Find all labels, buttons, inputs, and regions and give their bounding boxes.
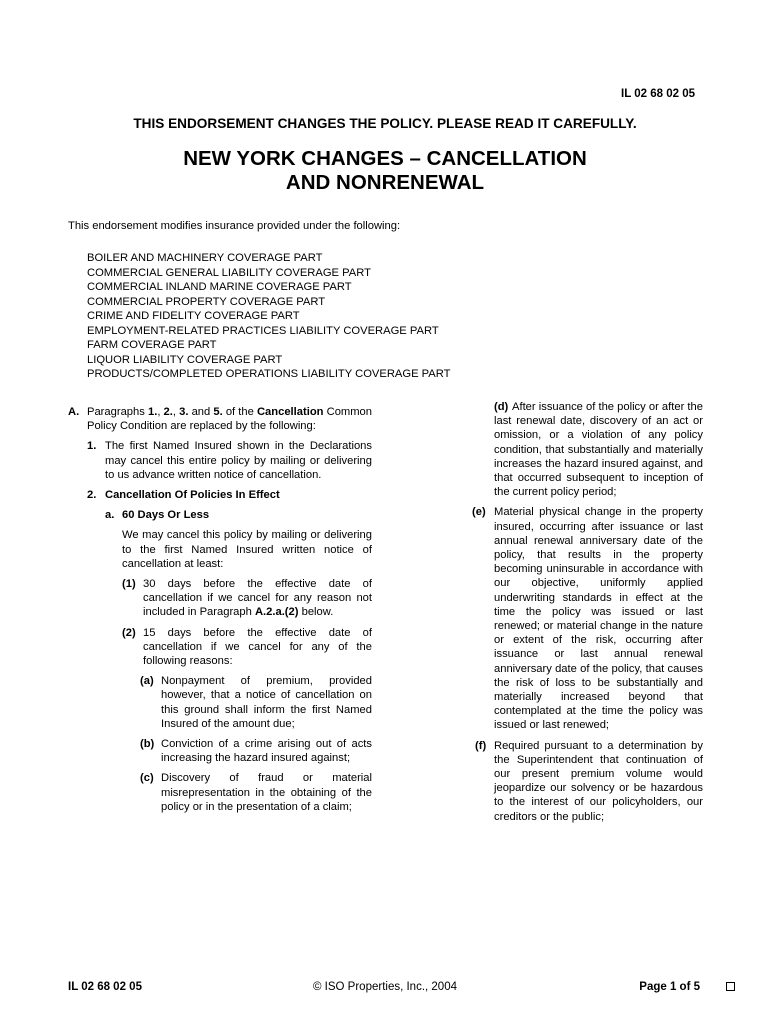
- title-line-2: AND NONRENEWAL: [285, 171, 485, 194]
- left-column: [68, 405, 372, 814]
- coverage-list: [87, 251, 450, 382]
- reason-c-marker: (c): [140, 772, 154, 785]
- document-title: [0, 147, 770, 195]
- condition-1-text-after: below.: [298, 606, 334, 619]
- section-a-text: Paragraphs: [87, 406, 148, 418]
- condition-2: [122, 626, 372, 669]
- reason-f: [472, 739, 703, 824]
- condition-2-marker: (2): [122, 626, 136, 639]
- reason-a-text: Nonpayment of premium, provided however, that a notice of cancellation on this ground shall inform the first Named Insured of the amount due;: [161, 675, 372, 730]
- ref-5: 5.: [213, 406, 223, 418]
- reason-d-marker: (d): [494, 401, 509, 413]
- condition-1-marker: (1): [122, 578, 136, 591]
- reason-d: [472, 400, 703, 499]
- and-text: and: [188, 406, 214, 418]
- reason-a-marker: (a): [140, 675, 154, 688]
- condition-2-text: 15 days before the effective date of cancellation if we cancel for any of the following reasons:: [143, 626, 372, 668]
- of-the-text: of the: [222, 406, 257, 418]
- ref-1: 1.: [147, 406, 158, 418]
- reason-c: [140, 771, 372, 814]
- coverage-item: COMMERCIAL INLAND MARINE COVERAGE PART: [87, 281, 352, 293]
- condition-1-ref: A.2.a.(2): [254, 606, 299, 619]
- reason-f-marker: (f): [475, 739, 487, 752]
- item-2-marker: 2.: [87, 489, 97, 502]
- intro-text: This endorsement modifies insurance provided under the following:: [68, 220, 401, 232]
- reason-e-marker: (e): [472, 506, 486, 519]
- item-2-heading: Cancellation Of Policies In Effect: [105, 489, 280, 502]
- title-line-1: NEW YORK CHANGES – CANCELLATION: [183, 147, 587, 170]
- endorsement-notice: THIS ENDORSEMENT CHANGES THE POLICY. PLEASE READ IT CAREFULLY.: [133, 116, 637, 131]
- section-a-text-2: Common Policy Condition are replaced by the following:: [87, 406, 373, 433]
- reason-d-text: After issuance of the policy or after the last renewal date, discovery of an act or omission, or a violation of any policy condition, that substantially and materially increases the hazard insured against, and that occurred subsequent to inception of the current policy period;: [494, 401, 703, 499]
- footer-box-icon: [726, 982, 735, 991]
- footer-copyright: © ISO Properties, Inc., 2004: [313, 981, 457, 993]
- reason-b: [140, 737, 372, 765]
- coverage-item: CRIME AND FIDELITY COVERAGE PART: [87, 310, 300, 322]
- sep: ,: [172, 406, 180, 418]
- condition-1: [122, 577, 372, 620]
- section-a: [68, 405, 372, 433]
- coverage-item: COMMERCIAL PROPERTY COVERAGE PART: [87, 295, 326, 308]
- reason-f-text: Required pursuant to a determination by the Superintendent that continuation of our present premium volume would jeopardize our solvency or be hazardous to the interest of our policyholders, our creditors or the public;: [494, 739, 703, 823]
- item-1-marker: 1.: [87, 440, 97, 453]
- coverage-item: LIQUOR LIABILITY COVERAGE PART: [87, 353, 283, 366]
- coverage-item: PRODUCTS/COMPLETED OPERATIONS LIABILITY COVERAGE PART: [87, 368, 451, 380]
- coverage-item: COMMERCIAL GENERAL LIABILITY COVERAGE PART: [87, 266, 371, 279]
- reason-e: [472, 505, 703, 732]
- item-1-text: The first Named Insured shown in the Declarations may cancel this entire policy by mailing or delivering to us advance written notice of cancellation.: [105, 440, 372, 481]
- footer-page-number: Page 1 of 5: [639, 981, 700, 993]
- form-id-header: IL 02 68 02 05: [621, 88, 695, 100]
- reason-b-text: Conviction of a crime arising out of acts increasing the hazard insured against;: [161, 738, 372, 765]
- reason-e-text: Material physical change in the property insured, occurring after issuance or last annual renewal anniversary date of the policy, that results in the property becoming uninsurable in accordance with our objective, uniformly applied underwriting standards in effect at the time the policy was issued or last renewed; or material change in the nature or extent of the risk, occurring after issuance or last annual renewal anniversary date of the policy, that causes the risk of loss to be substantially and materially increased beyond that contemplated at the time the policy was issued or last renewed;: [494, 506, 703, 732]
- item-1: [87, 439, 372, 482]
- ref-2: 2.: [163, 406, 173, 418]
- sub-a-marker: a.: [105, 509, 115, 522]
- footer-form-id: IL 02 68 02 05: [68, 981, 142, 993]
- sub-a-text: We may cancel this policy by mailing or delivering to the first Named Insured written notice of cancellation at least:: [122, 529, 372, 570]
- right-column: [472, 400, 703, 824]
- sep: ,: [157, 406, 164, 418]
- reason-b-marker: (b): [140, 738, 155, 751]
- sub-a-heading: 60 Days Or Less: [122, 509, 210, 522]
- section-a-marker: A.: [68, 406, 80, 418]
- reason-a: [140, 674, 372, 731]
- coverage-item: FARM COVERAGE PART: [87, 339, 217, 351]
- coverage-item: EMPLOYMENT-RELATED PRACTICES LIABILITY COVERAGE PART: [87, 324, 439, 337]
- cancellation-term: Cancellation: [256, 406, 324, 418]
- coverage-item: BOILER AND MACHINERY COVERAGE PART: [87, 252, 323, 264]
- ref-3: 3.: [179, 406, 189, 418]
- item-2: [87, 488, 372, 502]
- reason-c-text: Discovery of fraud or material misrepresentation in the obtaining of the policy or in the presentation of a claim;: [161, 772, 372, 813]
- sub-a: [105, 508, 372, 522]
- condition-1-text: 30 days before the effective date of cancellation if we cancel for any reason not included in Paragraph: [143, 578, 372, 619]
